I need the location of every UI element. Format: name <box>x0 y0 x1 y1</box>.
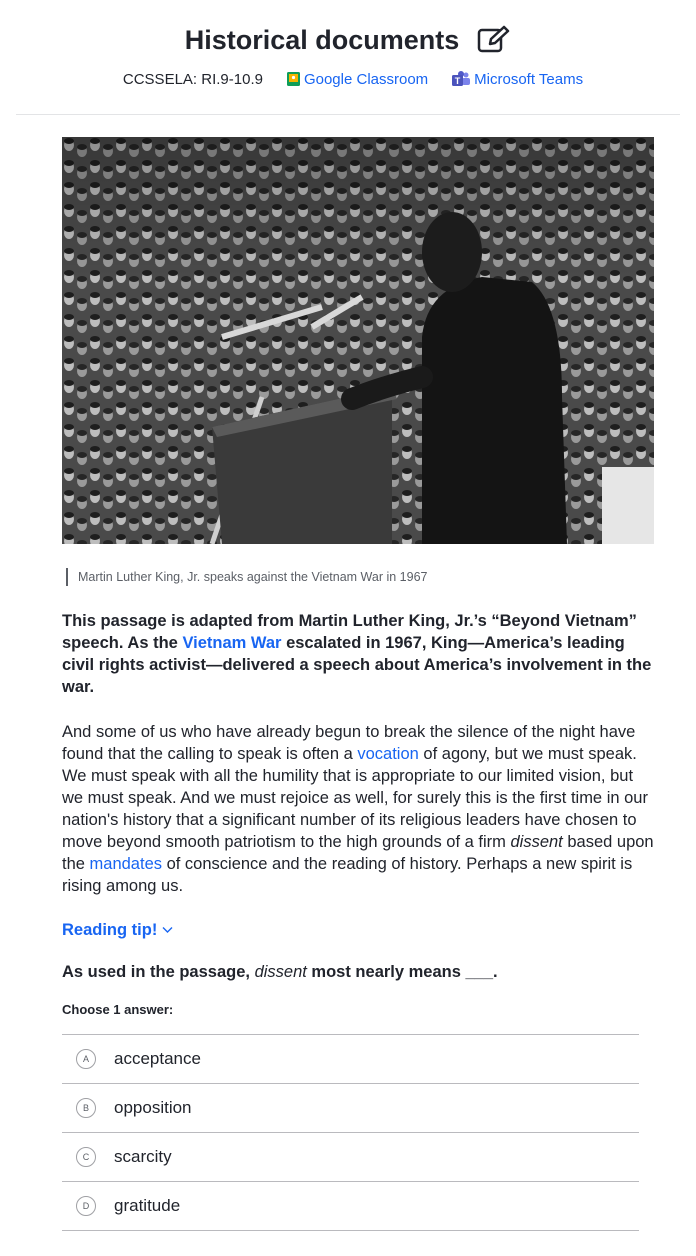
option-text: gratitude <box>114 1196 181 1215</box>
mandates-link[interactable]: mandates <box>89 855 162 873</box>
option-text: acceptance <box>114 1049 201 1068</box>
vietnam-war-link[interactable]: Vietnam War <box>182 634 282 652</box>
reading-tip-label: Reading tip! <box>62 920 158 939</box>
google-classroom-link[interactable] <box>287 71 428 88</box>
passage-text-4: of conscience and the reading of history. Perhaps a new spirit is rising among us. <box>62 855 633 895</box>
meta-row <box>0 68 696 90</box>
question-text-1: As used in the passage, <box>62 963 255 981</box>
answer-option-c[interactable] <box>62 1132 639 1181</box>
passage-text-1: And some of us who have already begun to break the silence of the night have found that the calling to speak is often a <box>62 723 636 763</box>
dissent-word: dissent <box>510 833 563 851</box>
question-text <box>62 961 655 983</box>
microsoft-teams-label: Microsoft Teams <box>474 70 584 88</box>
google-classroom-icon <box>287 72 300 86</box>
passage-text-2: of agony, but we must speak. We must speak with all the humility that is appropriate to our limited vision, but we must speak. And we must rejoice as well, for surely this is the first time in our nation's history that a significant number of its religious leaders have chosen to move beyond smooth patriotism to the high grounds of a firm <box>62 745 648 851</box>
answer-option-d[interactable] <box>62 1181 639 1231</box>
passage-text <box>62 721 658 897</box>
standard-label: CCSSELA: RI.9-10.9 <box>122 70 263 88</box>
article-content <box>0 137 696 1231</box>
option-letter: D <box>76 1196 96 1216</box>
page-header <box>0 0 696 90</box>
reading-tip-toggle[interactable] <box>62 919 173 941</box>
answer-options <box>62 1034 639 1231</box>
header-divider <box>16 114 680 115</box>
passage-intro <box>62 610 658 698</box>
microsoft-teams-link[interactable] <box>452 71 583 88</box>
title-row <box>0 20 696 60</box>
passage-text-3: based upon the <box>62 833 654 873</box>
choose-answer-label: Choose 1 answer: <box>62 1002 174 1017</box>
google-classroom-label: Google Classroom <box>303 70 429 88</box>
chevron-down-icon <box>162 926 173 934</box>
edit-icon[interactable] <box>477 25 511 55</box>
question-text-2: most nearly means ___. <box>306 963 498 981</box>
answer-option-a[interactable] <box>62 1034 639 1083</box>
microsoft-teams-icon <box>452 71 470 87</box>
option-text: opposition <box>114 1098 192 1117</box>
answer-option-b[interactable] <box>62 1083 639 1132</box>
option-letter: C <box>76 1147 96 1167</box>
mlk-speech-photo <box>62 137 654 544</box>
question-dissent-word: dissent <box>254 963 307 981</box>
option-letter: A <box>76 1049 96 1069</box>
vocation-link[interactable]: vocation <box>357 745 419 763</box>
photo-caption: Martin Luther King, Jr. speaks against the Vietnam War in 1967 <box>66 568 655 586</box>
page-title: Historical documents <box>184 24 460 55</box>
option-letter: B <box>76 1098 96 1118</box>
svg-text:T: T <box>454 76 461 86</box>
option-text: scarcity <box>114 1147 172 1166</box>
intro-text-2: escalated in 1967, King—America’s leading civil rights activist—delivered a speech about America’s involvement in the war. <box>62 634 652 696</box>
intro-text-1: This passage is adapted from Martin Luther King, Jr.’s “Beyond Vietnam” speech. As the <box>62 612 637 652</box>
